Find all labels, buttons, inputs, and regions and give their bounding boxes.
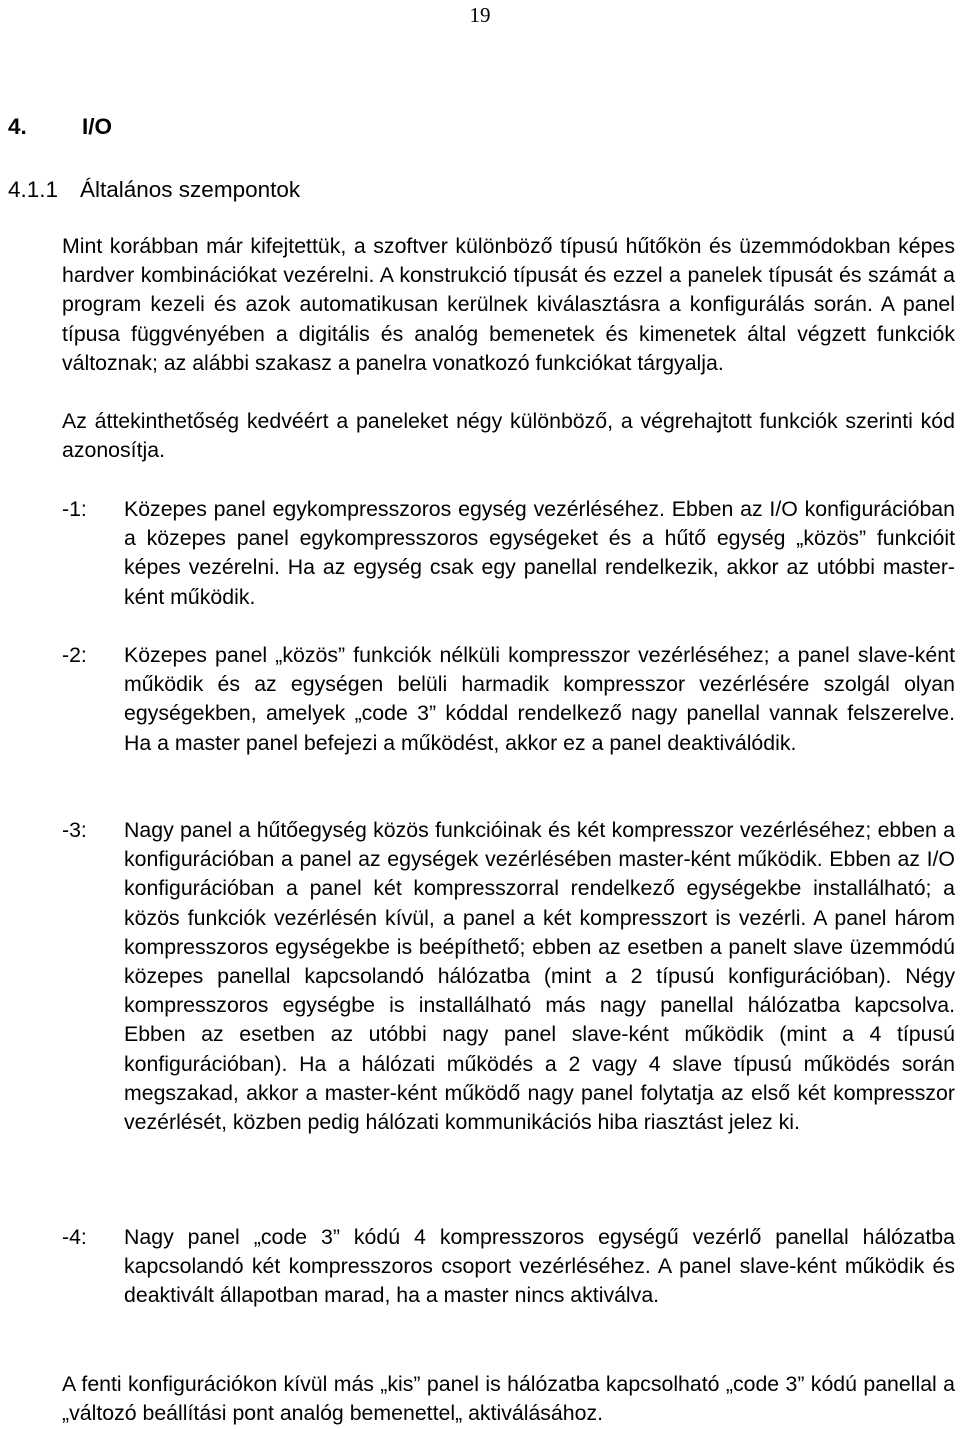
list-item-text: Nagy panel a hűtőegység közös funkcióinak és két kompresszor vezérléséhez; ebben a konfigurációban a panel az egységek vezérlésében master-ként működik. Ebben az I/O konfigurációban a panel két kompresszorral rendelkező egységekbe installálható; a közös funkciók vezérlésén kívül, a panel a két kompresszort is vezérli. A panel három kompresszoros egységekbe is beépíthető; ebben az esetben a panelt slave üzemmódú közepes panellal kapcsolandó hálózatba (mint a 2 típusú konfigurációban). Négy kompresszoros egységbe is installálható más nagy panellal hálózatba kapcsolva. Ebben az esetben az utóbbi nagy panel slave-ként működik (mint a 4 típusú konfigurációban). Ha a hálózati működés a 2 vagy 4 slave típusú működés során megszakad, akkor a master-ként működő nagy panel folytatja az első két kompresszor vezérlését, közben pedig hálózati kommunikációs hiba riasztást jelez ki. [124, 818, 955, 1135]
intro-paragraph-2: Az áttekinthetőség kedvéért a paneleket négy különböző, a végrehajtott funkciók szerinti kód azonosítja. [62, 409, 955, 463]
list-marker: -1: [62, 497, 87, 521]
list-item-3 [62, 816, 955, 1137]
list-item-text: Közepes panel egykompresszoros egység vezérléséhez. Ebben az I/O konfigurációban a közepes panel egykompresszoros egységeket és a hűtő egység „közös” funkcióit képes vezérelni. Ha az egység csak egy panellal rendelkezik, akkor az utóbbi master-ként működik. [124, 497, 955, 609]
list-marker: -3: [62, 818, 87, 842]
list-item-2 [62, 641, 955, 758]
section-title: Általános szempontok [80, 177, 301, 202]
list-marker: -2: [62, 643, 87, 667]
chapter-title: I/O [82, 114, 113, 139]
intro-paragraph-1: Mint korábban már kifejtettük, a szoftver különböző típusú hűtőkön és üzemmódokban képes hardver kombinációkat vezérelni. A konstrukció típusát és ezzel a panelek típusát és számát a program kezeli és azok automatikusan kerülnek kiválasztásra a konfigurálás során. A panel típusa függvényében a digitális és analóg bemenetek és kimenetek által végzett funkciók változnak; az alábbi szakasz a panelra vonatkozó funkciókat tárgyalja. [62, 234, 955, 375]
closing-paragraph: A fenti konfigurációkon kívül más „kis” panel is hálózatba kapcsolható „code 3” kódú panellal a „változó beállítási pont analóg bemenettel„ aktiválásához. [62, 1372, 955, 1426]
list-item-1 [62, 495, 955, 612]
list-marker: -4: [62, 1225, 87, 1249]
chapter-number: 4. [8, 114, 27, 139]
list-item-4 [62, 1223, 955, 1311]
list-item-text: Közepes panel „közös” funkciók nélküli kompresszor vezérléséhez; a panel slave-ként működik és az egységen belüli harmadik kompresszor vezérlésére szolgál olyan egységekben, amelyek „code 3” kóddal rendelkező nagy panellal vannak felszerelve. Ha a master panel befejezi a működést, akkor ez a panel deaktiválódik. [124, 643, 955, 755]
chapter-heading [8, 112, 112, 142]
section-heading [8, 175, 300, 205]
list-item-text: Nagy panel „code 3” kódú 4 kompresszoros egységű vezérlő panellal hálózatba kapcsolandó két kompresszoros csoport vezérléséhez. A panel slave-ként működik és deaktivált állapotban marad, ha a master nincs aktiválva. [124, 1225, 955, 1308]
section-number: 4.1.1 [8, 177, 59, 202]
page-number: 19 [469, 3, 491, 27]
